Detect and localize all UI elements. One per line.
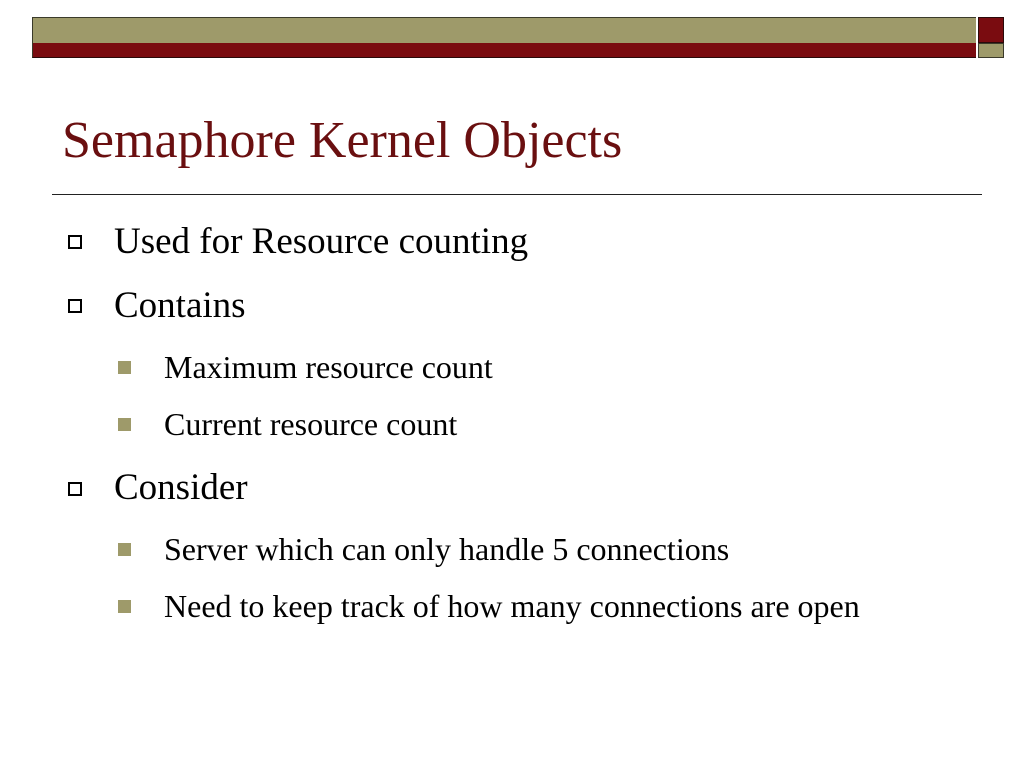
sub-bullet-item: Current resource count <box>164 406 458 442</box>
bullet-item: Contains <box>114 285 246 326</box>
sub-bullet-item: Maximum resource count <box>164 349 493 385</box>
slide-title: Semaphore Kernel Objects <box>62 112 623 169</box>
filled-square-bullet-icon <box>118 600 131 613</box>
hollow-square-bullet-icon <box>68 299 82 313</box>
sub-bullet-item: Need to keep track of how many connections are open <box>164 588 860 624</box>
bullet-item: Consider <box>114 467 248 508</box>
hollow-square-bullet-icon <box>68 482 82 496</box>
sub-bullet-item: Server which can only handle 5 connections <box>164 531 730 567</box>
filled-square-bullet-icon <box>118 543 131 556</box>
bullet-item: Used for Resource counting <box>114 221 529 262</box>
hollow-square-bullet-icon <box>68 235 82 249</box>
filled-square-bullet-icon <box>118 418 131 431</box>
filled-square-bullet-icon <box>118 361 131 374</box>
